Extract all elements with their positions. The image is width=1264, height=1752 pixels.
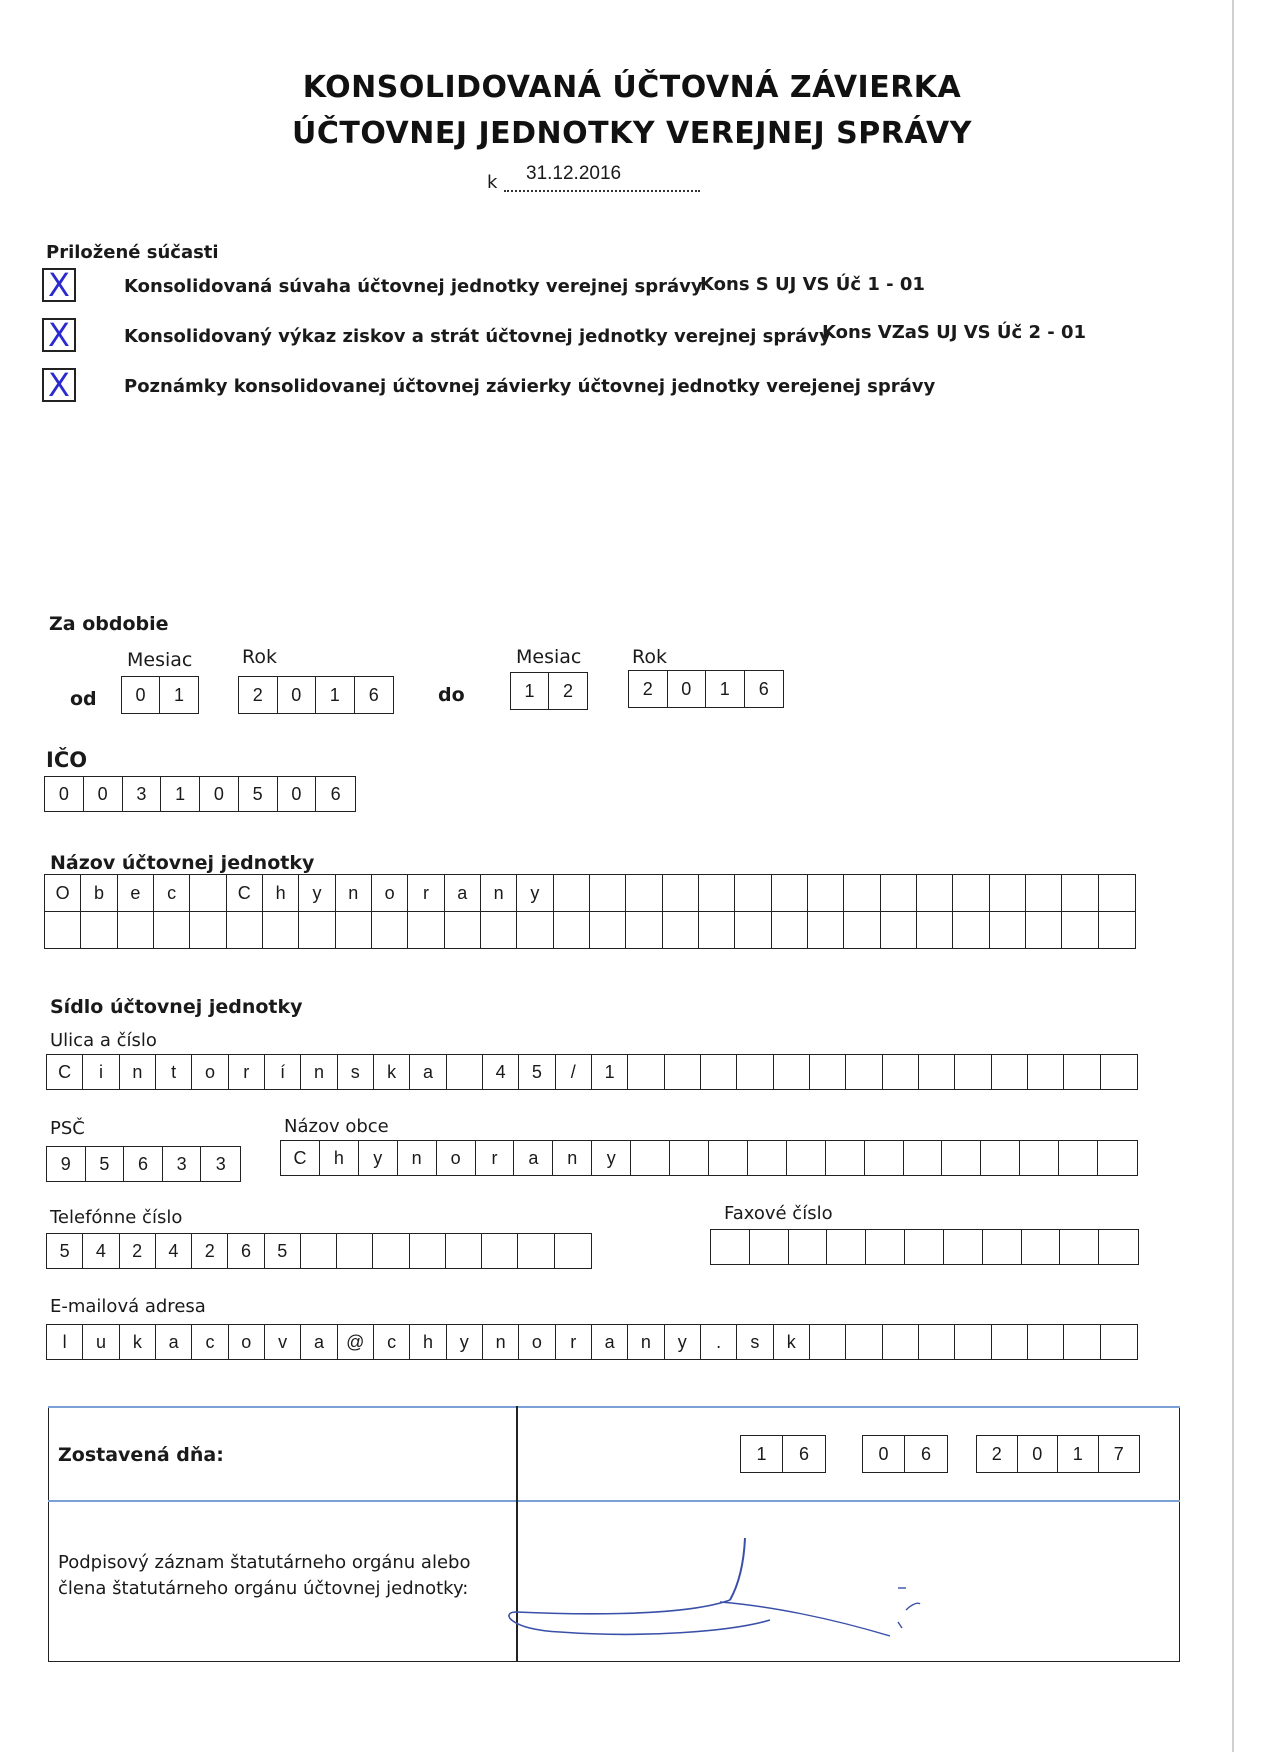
- char-cell[interactable]: [826, 1141, 865, 1175]
- char-cell[interactable]: [844, 912, 880, 948]
- char-cell[interactable]: [883, 1325, 919, 1359]
- date-dotted-line: [504, 190, 700, 192]
- attachment-checkbox-2[interactable]: [42, 318, 76, 352]
- char-cell[interactable]: [917, 912, 953, 948]
- char-cell[interactable]: [917, 875, 953, 911]
- char-cell[interactable]: [81, 912, 117, 948]
- entity-name-row-2[interactable]: [44, 911, 1136, 949]
- char-cell[interactable]: 0: [45, 777, 84, 811]
- char-cell[interactable]: [118, 912, 154, 948]
- char-cell[interactable]: [827, 1230, 866, 1264]
- char-cell[interactable]: [1101, 1325, 1137, 1359]
- char-cell[interactable]: [905, 1230, 944, 1264]
- char-cell[interactable]: 1: [174, 684, 185, 705]
- char-cell[interactable]: 2: [239, 677, 278, 713]
- char-cell[interactable]: [699, 912, 735, 948]
- char-cell[interactable]: n: [481, 875, 517, 911]
- check-mark-icon: X: [48, 366, 70, 404]
- char-cell[interactable]: 6: [124, 1147, 163, 1181]
- char-cell[interactable]: r: [408, 875, 444, 911]
- char-cell[interactable]: C: [281, 1141, 320, 1175]
- handwritten-signature: [500, 1530, 940, 1650]
- char-cell[interactable]: 3: [163, 1147, 202, 1181]
- char-cell[interactable]: [735, 875, 771, 911]
- char-cell[interactable]: c: [192, 1325, 228, 1359]
- char-cell[interactable]: o: [437, 1141, 476, 1175]
- report-date: 31.12.2016: [526, 163, 622, 184]
- char-cell[interactable]: h: [410, 1325, 446, 1359]
- char-cell[interactable]: [1022, 1230, 1061, 1264]
- char-cell[interactable]: [883, 1055, 919, 1089]
- char-cell[interactable]: a: [301, 1325, 337, 1359]
- char-cell[interactable]: [1026, 912, 1062, 948]
- char-cell[interactable]: [1059, 1141, 1098, 1175]
- char-cell[interactable]: [1062, 912, 1098, 948]
- char-cell[interactable]: 1: [741, 1436, 783, 1472]
- char-cell[interactable]: [881, 875, 917, 911]
- char-cell[interactable]: n: [483, 1325, 519, 1359]
- char-cell[interactable]: [299, 912, 335, 948]
- char-cell[interactable]: [447, 1055, 483, 1089]
- char-cell[interactable]: [789, 1230, 828, 1264]
- char-cell[interactable]: 5: [86, 1147, 125, 1181]
- char-cell[interactable]: 6: [921, 1443, 932, 1464]
- char-cell[interactable]: 1: [1058, 1436, 1099, 1472]
- char-cell[interactable]: [844, 875, 880, 911]
- city-field[interactable]: [280, 1140, 1138, 1176]
- char-cell[interactable]: [445, 912, 481, 948]
- char-cell[interactable]: n: [398, 1141, 437, 1175]
- char-cell[interactable]: [154, 912, 190, 948]
- char-cell[interactable]: 0: [278, 677, 317, 713]
- char-cell[interactable]: [372, 912, 408, 948]
- char-cell[interactable]: 1: [316, 677, 355, 713]
- char-cell[interactable]: [953, 912, 989, 948]
- zip-label: PSČ: [50, 1118, 85, 1139]
- char-cell[interactable]: 6: [330, 783, 341, 804]
- char-cell[interactable]: 4: [83, 1234, 119, 1268]
- char-cell[interactable]: C: [47, 1055, 83, 1089]
- char-cell[interactable]: u: [83, 1325, 119, 1359]
- attachments-heading: Priložené súčasti: [46, 242, 219, 263]
- char-cell[interactable]: y: [299, 875, 335, 911]
- char-cell[interactable]: [942, 1141, 981, 1175]
- char-cell[interactable]: a: [156, 1325, 192, 1359]
- char-cell[interactable]: [665, 1055, 701, 1089]
- char-cell[interactable]: [227, 912, 263, 948]
- attachment-checkbox-1[interactable]: [42, 268, 76, 302]
- attachment-checkbox-3[interactable]: [42, 368, 76, 402]
- email-field[interactable]: [46, 1324, 1138, 1360]
- char-cell[interactable]: [337, 1234, 373, 1268]
- char-cell[interactable]: [373, 1234, 409, 1268]
- char-cell[interactable]: a: [445, 875, 481, 911]
- char-cell[interactable]: [881, 912, 917, 948]
- char-cell[interactable]: [554, 875, 590, 911]
- city-label: Názov obce: [284, 1116, 389, 1137]
- char-cell[interactable]: o: [519, 1325, 555, 1359]
- char-cell[interactable]: 3: [123, 777, 162, 811]
- from-month-label: Mesiac: [127, 649, 193, 671]
- char-cell[interactable]: 4: [483, 1055, 519, 1089]
- char-cell[interactable]: i: [83, 1055, 119, 1089]
- street-label: Ulica a číslo: [50, 1030, 157, 1051]
- char-cell[interactable]: y: [665, 1325, 701, 1359]
- email-label: E-mailová adresa: [50, 1296, 206, 1317]
- char-cell[interactable]: .: [701, 1325, 737, 1359]
- check-mark-icon: X: [48, 266, 70, 304]
- from-month-field[interactable]: [121, 676, 199, 714]
- char-cell[interactable]: [865, 1141, 904, 1175]
- char-cell[interactable]: [709, 1141, 748, 1175]
- char-cell[interactable]: [554, 912, 590, 948]
- char-cell[interactable]: 6: [368, 684, 379, 705]
- street-field[interactable]: [46, 1054, 1138, 1090]
- check-mark-icon: X: [48, 316, 70, 354]
- char-cell[interactable]: 0: [668, 671, 707, 707]
- char-cell[interactable]: [735, 912, 771, 948]
- char-cell[interactable]: c: [154, 875, 190, 911]
- char-cell[interactable]: [628, 1055, 664, 1089]
- char-cell[interactable]: t: [156, 1055, 192, 1089]
- char-cell[interactable]: [626, 912, 662, 948]
- entity-name-label: Názov účtovnej jednotky: [50, 852, 315, 874]
- char-cell[interactable]: [1101, 1055, 1137, 1089]
- char-cell[interactable]: y: [447, 1325, 483, 1359]
- char-cell[interactable]: [955, 1055, 991, 1089]
- char-cell[interactable]: 6: [799, 1443, 810, 1464]
- phone-field[interactable]: [46, 1233, 592, 1269]
- char-cell[interactable]: O: [45, 875, 81, 911]
- char-cell[interactable]: [772, 875, 808, 911]
- char-cell[interactable]: [590, 912, 626, 948]
- char-cell[interactable]: [992, 1325, 1028, 1359]
- char-cell[interactable]: /: [556, 1055, 592, 1089]
- char-cell[interactable]: 1: [592, 1055, 628, 1089]
- char-cell[interactable]: 1: [161, 777, 200, 811]
- char-cell[interactable]: 2: [563, 680, 574, 701]
- char-cell[interactable]: [1099, 875, 1135, 911]
- char-cell[interactable]: [846, 1325, 882, 1359]
- compiled-month-field[interactable]: [862, 1435, 948, 1473]
- char-cell[interactable]: [1099, 1230, 1138, 1264]
- ico-field[interactable]: [44, 776, 356, 812]
- char-cell[interactable]: 1: [706, 671, 745, 707]
- compiled-year-field[interactable]: [976, 1435, 1140, 1473]
- char-cell[interactable]: [808, 875, 844, 911]
- char-cell[interactable]: [1064, 1055, 1100, 1089]
- char-cell[interactable]: [1028, 1055, 1064, 1089]
- char-cell[interactable]: [1099, 912, 1135, 948]
- signature-label-line-1: Podpisový záznam štatutárneho orgánu alebo: [58, 1552, 471, 1573]
- compiled-day-field[interactable]: [740, 1435, 826, 1473]
- char-cell[interactable]: [774, 1055, 810, 1089]
- char-cell[interactable]: 0: [278, 777, 317, 811]
- char-cell[interactable]: b: [81, 875, 117, 911]
- from-label: od: [70, 688, 97, 710]
- char-cell[interactable]: s: [737, 1325, 773, 1359]
- page-edge: [1232, 0, 1234, 1752]
- char-cell[interactable]: [1020, 1141, 1059, 1175]
- char-cell[interactable]: 6: [758, 678, 769, 699]
- char-cell[interactable]: @: [338, 1325, 374, 1359]
- char-cell[interactable]: [1098, 1141, 1137, 1175]
- char-cell[interactable]: [981, 1141, 1020, 1175]
- char-cell[interactable]: 4: [156, 1234, 192, 1268]
- to-label: do: [438, 684, 465, 706]
- char-cell[interactable]: r: [476, 1141, 515, 1175]
- char-cell[interactable]: 3: [215, 1153, 226, 1174]
- char-cell[interactable]: [810, 1325, 846, 1359]
- char-cell[interactable]: [190, 875, 226, 911]
- char-cell[interactable]: [737, 1055, 773, 1089]
- char-cell[interactable]: r: [556, 1325, 592, 1359]
- char-cell[interactable]: [301, 1234, 337, 1268]
- char-cell[interactable]: o: [192, 1055, 228, 1089]
- char-cell[interactable]: [518, 1234, 554, 1268]
- char-cell[interactable]: [45, 912, 81, 948]
- address-heading: Sídlo účtovnej jednotky: [50, 996, 303, 1018]
- char-cell[interactable]: n: [553, 1141, 592, 1175]
- from-year-field[interactable]: [238, 676, 394, 714]
- char-cell[interactable]: 5: [265, 1234, 301, 1268]
- table-top-rule: [48, 1406, 1180, 1408]
- char-cell[interactable]: a: [592, 1325, 628, 1359]
- form-title-line1: KONSOLIDOVANÁ ÚČTOVNÁ ZÁVIERKA: [302, 70, 962, 105]
- char-cell[interactable]: [772, 912, 808, 948]
- char-cell[interactable]: n: [301, 1055, 337, 1089]
- char-cell[interactable]: [787, 1141, 826, 1175]
- to-month-label: Mesiac: [516, 646, 582, 668]
- signature-label-line-2: člena štatutárneho orgánu účtovnej jednotky:: [58, 1578, 469, 1599]
- table-middle-rule: [48, 1500, 1180, 1502]
- form-title-line2: ÚČTOVNEJ JEDNOTKY VEREJNEJ SPRÁVY: [291, 116, 972, 151]
- char-cell[interactable]: [410, 1234, 446, 1268]
- attachment-code-2: Kons VZaS UJ VS Úč 2 - 01: [822, 322, 1087, 343]
- from-year-label: Rok: [242, 646, 277, 668]
- char-cell[interactable]: n: [336, 875, 372, 911]
- char-cell[interactable]: k: [120, 1325, 156, 1359]
- char-cell[interactable]: [810, 1055, 846, 1089]
- char-cell[interactable]: [590, 875, 626, 911]
- char-cell[interactable]: a: [410, 1055, 446, 1089]
- char-cell[interactable]: [1060, 1230, 1099, 1264]
- char-cell[interactable]: [482, 1234, 518, 1268]
- date-prefix: k: [487, 172, 498, 193]
- char-cell[interactable]: l: [47, 1325, 83, 1359]
- ico-label: IČO: [46, 748, 88, 772]
- char-cell[interactable]: [990, 912, 1026, 948]
- char-cell[interactable]: [748, 1141, 787, 1175]
- char-cell[interactable]: [701, 1055, 737, 1089]
- char-cell[interactable]: h: [263, 875, 299, 911]
- attachment-label-3: Poznámky konsolidovanej účtovnej závierky účtovnej jednotky verejenej správy: [124, 376, 936, 397]
- char-cell[interactable]: [190, 912, 226, 948]
- char-cell[interactable]: [631, 1141, 670, 1175]
- char-cell[interactable]: 0: [1018, 1436, 1059, 1472]
- char-cell[interactable]: [919, 1055, 955, 1089]
- char-cell[interactable]: r: [229, 1055, 265, 1089]
- char-cell[interactable]: y: [592, 1141, 631, 1175]
- char-cell[interactable]: [990, 875, 1026, 911]
- char-cell[interactable]: 0: [122, 677, 160, 713]
- fax-field[interactable]: [710, 1229, 1139, 1265]
- char-cell[interactable]: [944, 1230, 983, 1264]
- char-cell[interactable]: y: [359, 1141, 398, 1175]
- char-cell[interactable]: s: [338, 1055, 374, 1089]
- char-cell[interactable]: 5: [519, 1055, 555, 1089]
- char-cell[interactable]: y: [517, 875, 553, 911]
- char-cell[interactable]: [992, 1055, 1028, 1089]
- char-cell[interactable]: 0: [200, 777, 239, 811]
- char-cell[interactable]: e: [118, 875, 154, 911]
- char-cell[interactable]: [336, 912, 372, 948]
- char-cell[interactable]: 1: [511, 673, 549, 709]
- char-cell[interactable]: 0: [863, 1436, 905, 1472]
- char-cell[interactable]: n: [120, 1055, 156, 1089]
- attachment-label-2: Konsolidovaný výkaz ziskov a strát účtovnej jednotky verejnej správy: [124, 326, 831, 347]
- char-cell[interactable]: [904, 1141, 943, 1175]
- char-cell[interactable]: [1028, 1325, 1064, 1359]
- char-cell[interactable]: [711, 1230, 750, 1264]
- char-cell[interactable]: [517, 912, 553, 948]
- to-year-label: Rok: [632, 646, 667, 668]
- char-cell[interactable]: [983, 1230, 1022, 1264]
- phone-label: Telefónne číslo: [50, 1207, 183, 1228]
- char-cell[interactable]: 7: [1113, 1443, 1124, 1464]
- char-cell[interactable]: [846, 1055, 882, 1089]
- char-cell[interactable]: C: [227, 875, 263, 911]
- char-cell[interactable]: 2: [977, 1436, 1018, 1472]
- char-cell[interactable]: [408, 912, 444, 948]
- char-cell[interactable]: [446, 1234, 482, 1268]
- to-month-field[interactable]: [510, 672, 588, 710]
- char-cell[interactable]: v: [265, 1325, 301, 1359]
- char-cell[interactable]: 5: [47, 1234, 83, 1268]
- char-cell[interactable]: [919, 1325, 955, 1359]
- period-heading: Za obdobie: [49, 613, 169, 635]
- char-cell[interactable]: [663, 912, 699, 948]
- char-cell[interactable]: h: [320, 1141, 359, 1175]
- attachment-label-1: Konsolidovaná súvaha účtovnej jednotky verejnej správy: [124, 276, 703, 297]
- char-cell[interactable]: a: [514, 1141, 553, 1175]
- char-cell[interactable]: [1026, 875, 1062, 911]
- char-cell[interactable]: [670, 1141, 709, 1175]
- char-cell[interactable]: k: [774, 1325, 810, 1359]
- to-year-field[interactable]: [628, 670, 784, 708]
- char-cell[interactable]: [699, 875, 735, 911]
- char-cell[interactable]: [750, 1230, 789, 1264]
- char-cell[interactable]: [808, 912, 844, 948]
- char-cell[interactable]: [555, 1234, 591, 1268]
- char-cell[interactable]: í: [265, 1055, 301, 1089]
- char-cell[interactable]: 2: [629, 671, 668, 707]
- char-cell[interactable]: [955, 1325, 991, 1359]
- char-cell[interactable]: 6: [228, 1234, 264, 1268]
- char-cell[interactable]: [626, 875, 662, 911]
- zip-field[interactable]: [46, 1146, 241, 1182]
- char-cell[interactable]: [1064, 1325, 1100, 1359]
- entity-name-row-1[interactable]: [44, 874, 1136, 912]
- char-cell[interactable]: k: [374, 1055, 410, 1089]
- char-cell[interactable]: [263, 912, 299, 948]
- char-cell[interactable]: [866, 1230, 905, 1264]
- fax-label: Faxové číslo: [724, 1203, 833, 1224]
- char-cell[interactable]: o: [372, 875, 408, 911]
- char-cell[interactable]: [953, 875, 989, 911]
- char-cell[interactable]: 0: [84, 777, 123, 811]
- char-cell[interactable]: c: [374, 1325, 410, 1359]
- char-cell[interactable]: o: [229, 1325, 265, 1359]
- char-cell[interactable]: 5: [239, 777, 278, 811]
- char-cell[interactable]: 9: [47, 1147, 86, 1181]
- attachment-code-1: Kons S UJ VS Úč 1 - 01: [700, 274, 925, 295]
- char-cell[interactable]: n: [628, 1325, 664, 1359]
- char-cell[interactable]: [663, 875, 699, 911]
- char-cell[interactable]: [1062, 875, 1098, 911]
- char-cell[interactable]: 2: [192, 1234, 228, 1268]
- char-cell[interactable]: [481, 912, 517, 948]
- compiled-date-label: Zostavená dňa:: [58, 1444, 224, 1466]
- char-cell[interactable]: 2: [120, 1234, 156, 1268]
